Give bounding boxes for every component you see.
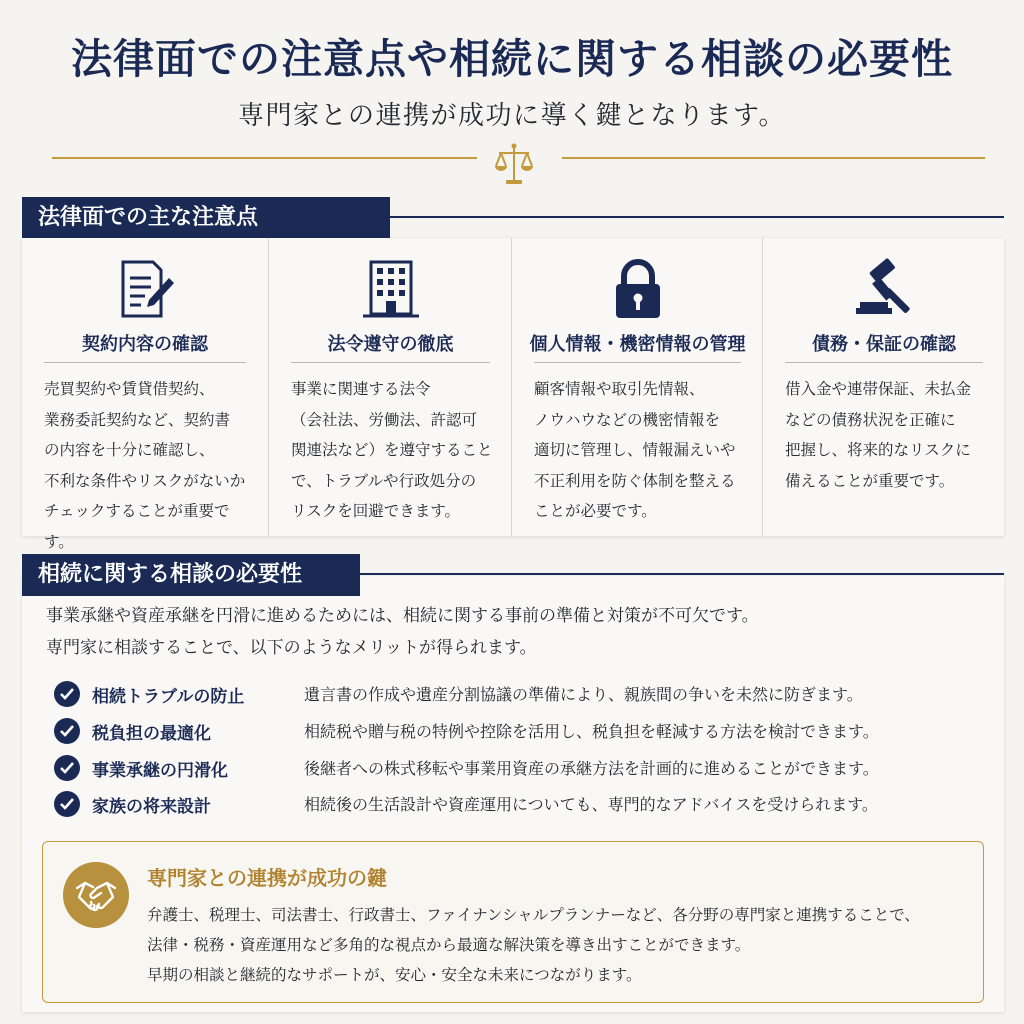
benefit-label: 事業承継の円滑化: [92, 761, 228, 781]
card-compliance: [268, 238, 512, 536]
key-box-title: 専門家との連携が成功の鍵: [147, 866, 387, 890]
key-box-text: 弁護士、税理士、司法書士、行政書士、ファイナンシャルプランナーなど、各分野の専門家と連携することで、 法律・税務・資産運用など多角的な視点から最適な解決策を導き出すことができます。 早期の相談と継続的なサポートが、安心・安全な未来につながります。: [147, 906, 920, 984]
card-divider: [44, 362, 246, 363]
benefit-item: [54, 679, 994, 709]
card-divider: [534, 362, 741, 363]
gavel-icon: [850, 256, 918, 324]
legal-section-heading: 法律面での主な注意点: [22, 197, 390, 239]
title-divider-right: [562, 157, 985, 159]
lock-icon: [604, 256, 672, 324]
handshake-icon: [63, 862, 129, 928]
card-title: 法令遵守の徹底: [327, 334, 454, 355]
card-text: 顧客情報や取引先情報、 ノウハウなどの機密情報を 適切に管理し、情報漏えいや 不正利用を防ぐ体制を整える ことが必要です。: [534, 380, 736, 520]
page-subtitle: 専門家との連携が成功に導く鍵となります。: [238, 101, 786, 131]
benefit-label: 相続トラブルの防止: [92, 687, 245, 707]
check-icon: [54, 791, 80, 817]
check-icon: [54, 755, 80, 781]
benefit-item: [54, 716, 994, 746]
benefit-label: 家族の将来設計: [92, 797, 211, 817]
legal-section-rule: [390, 216, 1004, 218]
title-divider-left: [52, 157, 477, 159]
card-text: 事業に関連する法令 （会社法、労働法、許認可 関連法など）を遵守すること で、トラブルや行政処分の リスクを回避できます。: [291, 380, 493, 520]
inheritance-intro: 事業承継や資産承継を円滑に進めるためには、相続に関する事前の準備と対策が不可欠です。 専門家に相談することで、以下のようなメリットが得られます。: [46, 606, 759, 658]
check-icon: [54, 681, 80, 707]
card-title: 債務・保証の確認: [812, 334, 956, 355]
scale-icon: [494, 142, 534, 188]
card-text: 売買契約や賃貸借契約、 業務委託契約など、契約書 の内容を十分に確認し、 不利な条件やリスクがないか チェックすることが重要です。: [44, 380, 246, 551]
benefit-description: 後継者への株式移転や事業用資産の承継方法を計画的に進めることができます。: [304, 759, 879, 778]
card-contract: [22, 238, 268, 551]
legal-cards: [22, 238, 1004, 551]
card-divider: [785, 362, 983, 363]
card-text: 借入金や連帯保証、未払金 などの債務状況を正確に 把握し、将来的なリスクに 備えることが重要です。: [785, 380, 972, 490]
card-title: 契約内容の確認: [82, 334, 208, 355]
check-icon: [54, 718, 80, 744]
card-privacy: [511, 238, 763, 536]
page-title: 法律面での注意点や相続に関する相談の必要性: [71, 35, 953, 83]
benefit-description: 相続後の生活設計や資産運用についても、専門的なアドバイスを受けられます。: [304, 795, 878, 814]
inheritance-section-rule: [360, 573, 1004, 575]
benefit-item: [54, 753, 994, 783]
card-divider: [291, 362, 490, 363]
success-key-box: [42, 841, 984, 1003]
benefit-description: 相続税や贈与税の特例や控除を活用し、税負担を軽減する方法を検討できます。: [304, 722, 879, 741]
benefit-label: 税負担の最適化: [92, 724, 211, 744]
building-icon: [357, 256, 425, 324]
card-debt: [762, 238, 1005, 536]
contract-icon: [111, 256, 179, 324]
benefit-item: [54, 789, 994, 819]
inheritance-section-heading: 相続に関する相談の必要性: [22, 554, 360, 596]
card-title: 個人情報・機密情報の管理: [529, 334, 746, 355]
benefit-description: 遺言書の作成や遺産分割協議の準備により、親族間の争いを未然に防ぎます。: [304, 685, 863, 704]
